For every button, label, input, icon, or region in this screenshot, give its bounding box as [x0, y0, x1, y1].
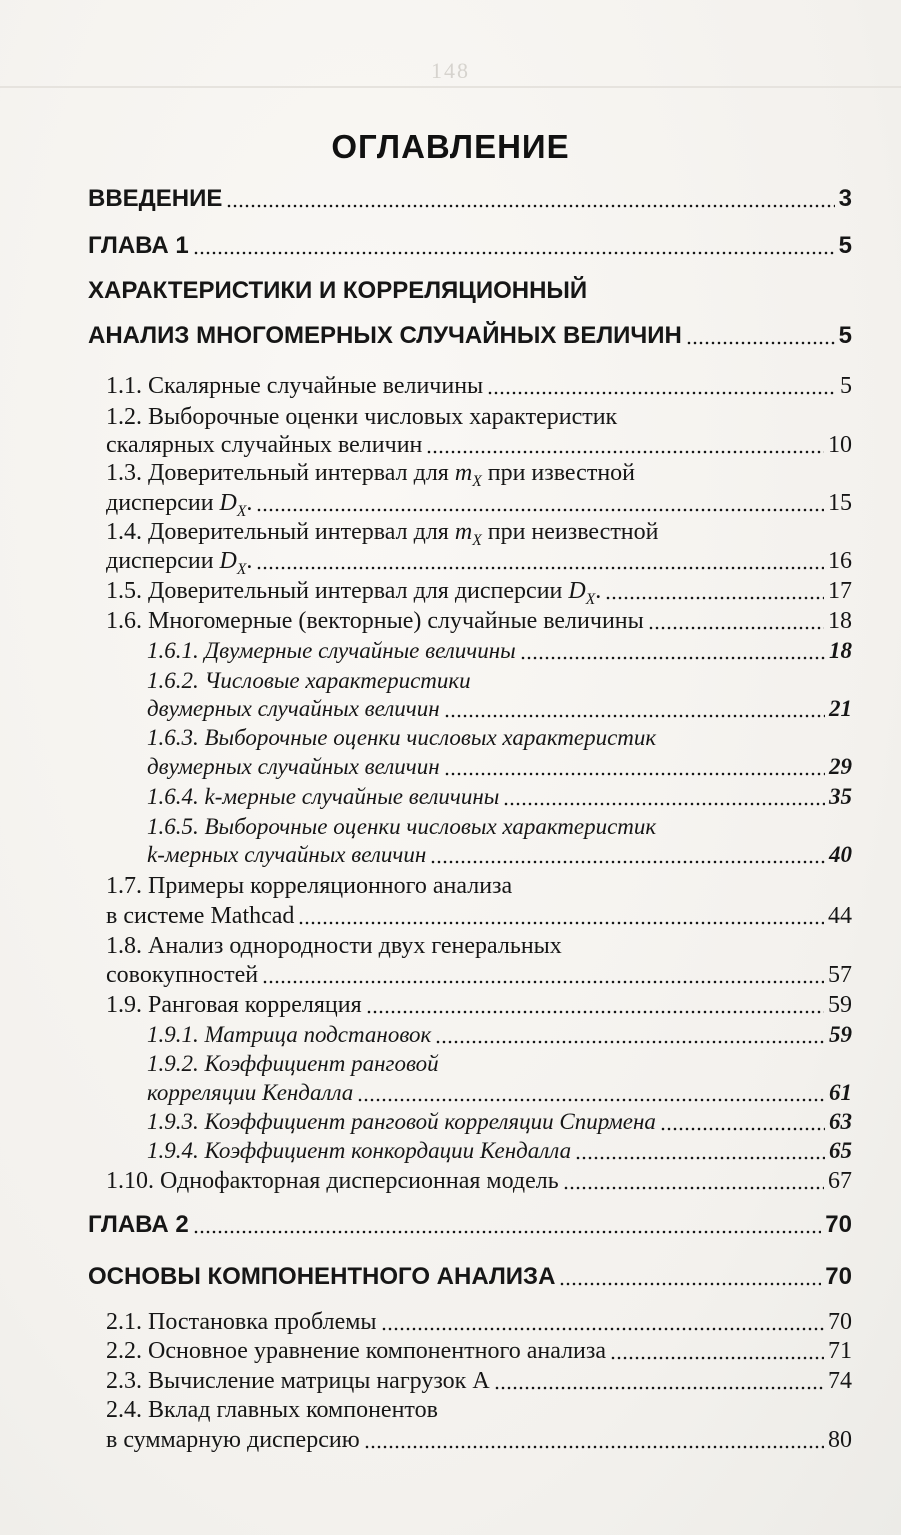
- toc-page: 80: [828, 1427, 852, 1453]
- toc-label: ВВЕДЕНИЕ: [88, 185, 223, 212]
- toc-page: 70: [825, 1211, 852, 1238]
- toc-entry-1-3-line1[interactable]: [106, 456, 852, 490]
- toc-label: совокупностей: [106, 962, 259, 988]
- toc-entry-chapter-1[interactable]: [88, 229, 852, 263]
- leader-dots: [357, 1098, 825, 1102]
- leader-dots: [366, 1010, 824, 1014]
- toc-page: 16: [828, 548, 852, 574]
- leader-dots: [444, 772, 825, 776]
- toc-label: 1.1. Скалярные случайные величины: [106, 373, 484, 399]
- toc-label: 1.9.4. Коэффициент конкордации Кендалла: [147, 1138, 572, 1163]
- toc-label: дисперсии $D_X$.: [106, 490, 253, 520]
- leader-dots: [426, 450, 824, 454]
- toc-page: 18: [829, 638, 852, 663]
- toc-entry-1-6-4[interactable]: [147, 780, 852, 814]
- toc-page: 70: [825, 1263, 852, 1290]
- toc-entry-1-6-1[interactable]: [147, 634, 852, 668]
- toc-page: 61: [829, 1080, 852, 1105]
- toc-label: 1.6.5. Выборочные оценки числовых характеристик: [147, 814, 657, 839]
- toc-entry-1-6[interactable]: [106, 604, 852, 638]
- toc-page: 74: [828, 1368, 852, 1394]
- leader-dots: [256, 508, 824, 512]
- math-var: $D_X$: [568, 578, 596, 608]
- toc-page: 44: [828, 903, 852, 929]
- toc-entry-1-8-line2[interactable]: [106, 958, 852, 992]
- toc-page: 35: [829, 784, 852, 809]
- toc-page: 40: [829, 842, 852, 867]
- toc-label: 1.9.3. Коэффициент ранговой корреляции Спирмена: [147, 1109, 656, 1134]
- toc-label: ОСНОВЫ КОМПОНЕНТНОГО АНАЛИЗА: [88, 1263, 556, 1290]
- toc-label: 1.3. Доверительный интервал для $m_X$ при известной: [106, 460, 635, 490]
- leader-dots: [444, 714, 825, 718]
- toc-entry-1-9-4[interactable]: [147, 1134, 852, 1168]
- math-var: $D_X$: [219, 490, 247, 520]
- toc-entry-1-4-line2[interactable]: [106, 544, 852, 578]
- toc-entry-2-4-line1[interactable]: [106, 1393, 852, 1427]
- toc-label: 1.4. Доверительный интервал для $m_X$ при неизвестной: [106, 519, 659, 549]
- toc-chapter-1-title-line2[interactable]: [88, 319, 852, 353]
- toc-page: 65: [829, 1138, 852, 1163]
- toc-page: 57: [828, 962, 852, 988]
- toc-chapter-2-title[interactable]: [88, 1260, 852, 1294]
- toc-page: 10: [828, 432, 852, 458]
- toc-page: 29: [829, 754, 852, 779]
- toc-label: 1.8. Анализ однородности двух генеральных: [106, 933, 562, 959]
- toc-page: 15: [828, 490, 852, 516]
- toc-entry-intro[interactable]: [88, 182, 852, 216]
- leader-dots: [193, 1230, 822, 1234]
- leader-dots: [520, 656, 825, 660]
- toc-label: 2.4. Вклад главных компонентов: [106, 1397, 438, 1423]
- toc-label: 1.6.2. Числовые характеристики: [147, 668, 471, 693]
- toc-entry-chapter-2[interactable]: [88, 1208, 852, 1242]
- toc-label: 1.5. Доверительный интервал для дисперсии $D_X$.: [106, 578, 602, 608]
- toc-label: 1.9.2. Коэффициент ранговой: [147, 1051, 439, 1076]
- toc-label: 1.9.1. Матрица подстановок: [147, 1022, 432, 1047]
- toc-label: 2.2. Основное уравнение компонентного анализа: [106, 1338, 607, 1364]
- toc-chapter-1-title-line1[interactable]: [88, 274, 852, 308]
- toc-label: ГЛАВА 2: [88, 1211, 189, 1238]
- toc-entry-1-6-5-line2[interactable]: [147, 838, 852, 872]
- leader-dots: [494, 1386, 824, 1390]
- toc-page: 5: [838, 322, 852, 349]
- leader-dots: [487, 391, 836, 395]
- toc-entry-1-6-3-line2[interactable]: [147, 750, 852, 784]
- toc-label: ГЛАВА 1: [88, 232, 189, 259]
- toc-page: 5: [838, 232, 852, 259]
- toc-entry-2-2[interactable]: [106, 1334, 852, 1368]
- page-number: 148: [431, 58, 470, 83]
- leader-dots: [610, 1356, 824, 1360]
- toc-page: 5: [840, 373, 852, 399]
- leader-dots: [364, 1445, 824, 1449]
- leader-dots: [660, 1127, 825, 1131]
- leader-dots: [256, 566, 824, 570]
- toc-label: 1.6. Многомерные (векторные) случайные величины: [106, 608, 644, 634]
- toc-entry-1-1[interactable]: [106, 369, 852, 403]
- page-title: ОГЛАВЛЕНИЕ: [331, 128, 570, 165]
- toc-label: 2.1. Постановка проблемы: [106, 1309, 377, 1335]
- toc-page: 18: [828, 608, 852, 634]
- toc-page: 59: [828, 992, 852, 1018]
- toc-label: 1.6.4. k-мерные случайные величины: [147, 784, 500, 809]
- leader-dots: [648, 626, 824, 630]
- toc-page: 71: [828, 1338, 852, 1364]
- toc-entry-1-5[interactable]: [106, 574, 852, 608]
- math-var: $m_X$: [454, 519, 482, 549]
- leader-dots: [381, 1327, 824, 1331]
- toc-page: 70: [828, 1309, 852, 1335]
- toc-label: 1.6.3. Выборочные оценки числовых характеристик: [147, 725, 657, 750]
- leader-dots: [559, 1282, 821, 1286]
- toc-label: k-мерных случайных величин: [147, 842, 427, 867]
- toc-page: 3: [838, 185, 852, 212]
- math-var: $m_X$: [454, 460, 482, 490]
- toc-page: 17: [828, 578, 852, 604]
- toc-label: 1.10. Однофакторная дисперсионная модель: [106, 1168, 559, 1194]
- leader-dots: [605, 596, 824, 600]
- leader-dots: [563, 1186, 824, 1190]
- toc-label: 2.3. Вычисление матрицы нагрузок А: [106, 1368, 490, 1394]
- toc-label: в системе Mathcad: [106, 903, 295, 929]
- leader-dots: [503, 802, 825, 806]
- leader-dots: [193, 251, 835, 255]
- toc-label: 1.6.1. Двумерные случайные величины: [147, 638, 516, 663]
- leader-dots: [435, 1040, 825, 1044]
- toc-entry-1-7-line2[interactable]: [106, 899, 852, 933]
- leader-dots: [686, 341, 835, 345]
- toc-label: корреляции Кендалла: [147, 1080, 354, 1105]
- toc-label: 1.7. Примеры корреляционного анализа: [106, 873, 513, 899]
- toc-page: 67: [828, 1168, 852, 1194]
- toc-entry-2-4-line2[interactable]: [106, 1423, 852, 1457]
- toc-label: двумерных случайных величин: [147, 754, 440, 779]
- toc-label: АНАЛИЗ МНОГОМЕРНЫХ СЛУЧАЙНЫХ ВЕЛИЧИН: [88, 322, 682, 349]
- leader-dots: [430, 860, 825, 864]
- toc-label: 1.2. Выборочные оценки числовых характеристик: [106, 404, 618, 430]
- toc-label: скалярных случайных величин: [106, 432, 423, 458]
- math-var: $D_X$: [219, 548, 247, 578]
- toc-entry-1-10[interactable]: [106, 1164, 852, 1198]
- toc-entry-1-9[interactable]: [106, 988, 852, 1022]
- toc-page: 63: [829, 1109, 852, 1134]
- toc-label: дисперсии $D_X$.: [106, 548, 253, 578]
- leader-dots: [575, 1156, 825, 1160]
- leader-dots: [262, 980, 824, 984]
- toc-page: 59: [829, 1022, 852, 1047]
- toc-label: двумерных случайных величин: [147, 696, 440, 721]
- toc-entry-1-7-line1[interactable]: [106, 869, 852, 903]
- toc-label: ХАРАКТЕРИСТИКИ И КОРРЕЛЯЦИОННЫЙ: [88, 277, 588, 304]
- leader-dots: [298, 921, 824, 925]
- leader-dots: [226, 204, 834, 208]
- toc-page: 21: [829, 696, 852, 721]
- toc-label: 1.9. Ранговая корреляция: [106, 992, 362, 1018]
- toc-label: в суммарную дисперсию: [106, 1427, 360, 1453]
